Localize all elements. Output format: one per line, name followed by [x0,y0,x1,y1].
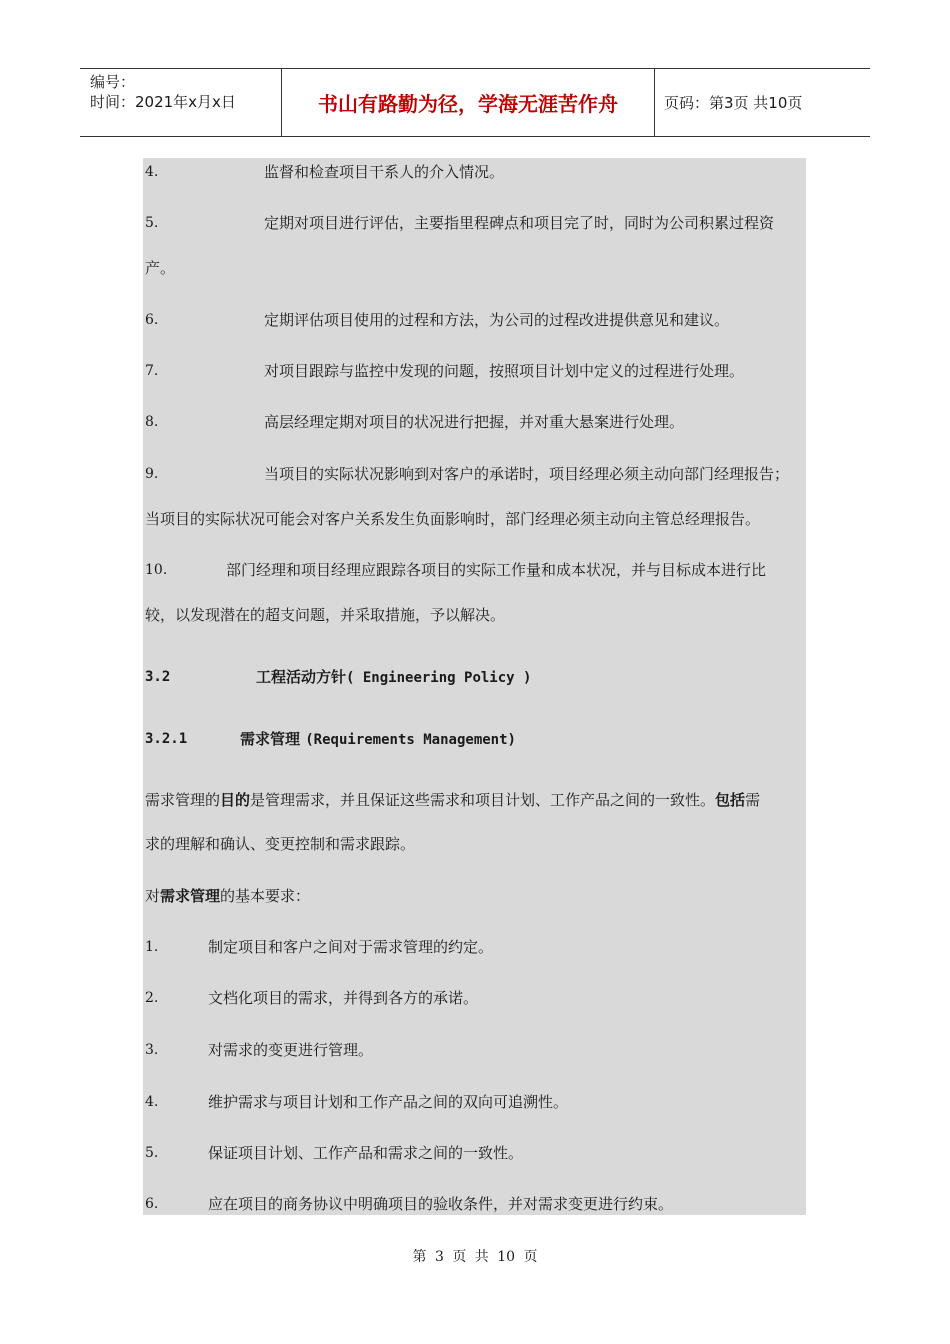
intro-text: 对 [145,887,161,905]
list-item: 当项目的实际状况影响到对客户的承诺时，项目经理必须主动向部门经理报告； [264,465,790,483]
item-number: 8. [145,414,159,430]
subsection-title [240,729,516,750]
list-item: 保证项目计划、工作产品和需求之间的一致性。 [208,1144,524,1162]
serial-label: 编号： [90,73,136,91]
header-page-info [654,69,870,136]
item-number: 9. [145,466,159,482]
footer-word: 第 [412,1249,427,1265]
intro-text: 是管理需求，并且保证这些需求和项目计划、工作产品之间的一致性。 [250,791,716,809]
intro-text: 的基本要求： [220,887,311,905]
item-number: 5. [145,215,159,231]
list-item: 对需求的变更进行管理。 [208,1041,374,1059]
section-title [256,667,531,688]
footer-word: 页 [523,1249,538,1265]
intro-text: 需求管理的 [145,791,221,809]
item-number: 3. [145,1042,159,1058]
item-number: 4. [145,164,159,180]
item-number: 5. [145,1145,159,1161]
list-item-continuation: 当项目的实际状况可能会对客户关系发生负面影响时，部门经理必须主动向主管总经理报告。 [145,510,761,528]
intro-bold-purpose: 目的 [220,791,251,809]
list-item: 应在项目的商务协议中明确项目的验收条件，并对需求变更进行约束。 [208,1195,674,1213]
item-number: 7. [145,363,159,379]
page-header [80,68,870,137]
list-item-continuation: 较，以发现潜在的超支问题，并采取措施，予以解决。 [145,606,506,624]
item-number: 6. [145,312,159,328]
subsection-number: 3.2.1 [145,731,188,747]
header-meta [80,69,281,136]
page-info-text: 页码：第3页 共10页 [664,94,803,112]
footer-word: 共 [474,1249,489,1265]
footer-total-pages: 10 [497,1249,516,1265]
list-item: 制定项目和客户之间对于需求管理的约定。 [208,938,494,956]
intro-text: 需 [745,791,761,809]
item-number: 4. [145,1094,159,1110]
list-item-continuation: 产。 [145,259,176,277]
list-item: 高层经理定期对项目的状况进行把握，并对重大悬案进行处理。 [264,413,685,431]
intro-bold-includes: 包括 [715,791,746,809]
date-line: 时间：2021年x月x日 [90,93,236,111]
item-number: 6. [145,1196,159,1212]
item-number: 10. [145,562,168,578]
section-number: 3.2 [145,669,171,685]
section-title-cn: 工程活动方针 [256,668,347,686]
subsection-title-en: (Requirements Management) [305,732,516,748]
list-item: 对项目跟踪与监控中发现的问题，按照项目计划中定义的过程进行处理。 [264,362,745,380]
requirements-heading [145,886,310,906]
item-number: 1. [145,939,159,955]
section-title-en: ( Engineering Policy ) [346,670,532,686]
list-item: 定期对项目进行评估，主要指里程碑点和项目完了时，同时为公司积累过程资 [264,214,775,232]
item-number: 2. [145,990,159,1006]
intro-line-2: 求的理解和确认、变更控制和需求跟踪。 [145,835,416,853]
page-footer [0,1246,950,1266]
list-item: 监督和检查项目干系人的介入情况。 [264,163,505,181]
footer-page-number: 3 [434,1249,444,1265]
footer-word: 页 [452,1249,467,1265]
list-item: 维护需求与项目计划和工作产品之间的双向可追溯性。 [208,1093,569,1111]
list-item: 定期评估项目使用的过程和方法，为公司的过程改进提供意见和建议。 [264,311,730,329]
intro-line-1 [145,790,760,810]
list-item: 文档化项目的需求，并得到各方的承诺。 [208,989,479,1007]
list-item: 部门经理和项目经理应跟踪各项目的实际工作量和成本状况，并与目标成本进行比 [226,561,767,579]
intro-bold-req: 需求管理 [160,887,221,905]
subsection-title-cn: 需求管理 [240,730,301,748]
header-motto: 书山有路勤为径，学海无涯苦作舟 [281,69,655,136]
